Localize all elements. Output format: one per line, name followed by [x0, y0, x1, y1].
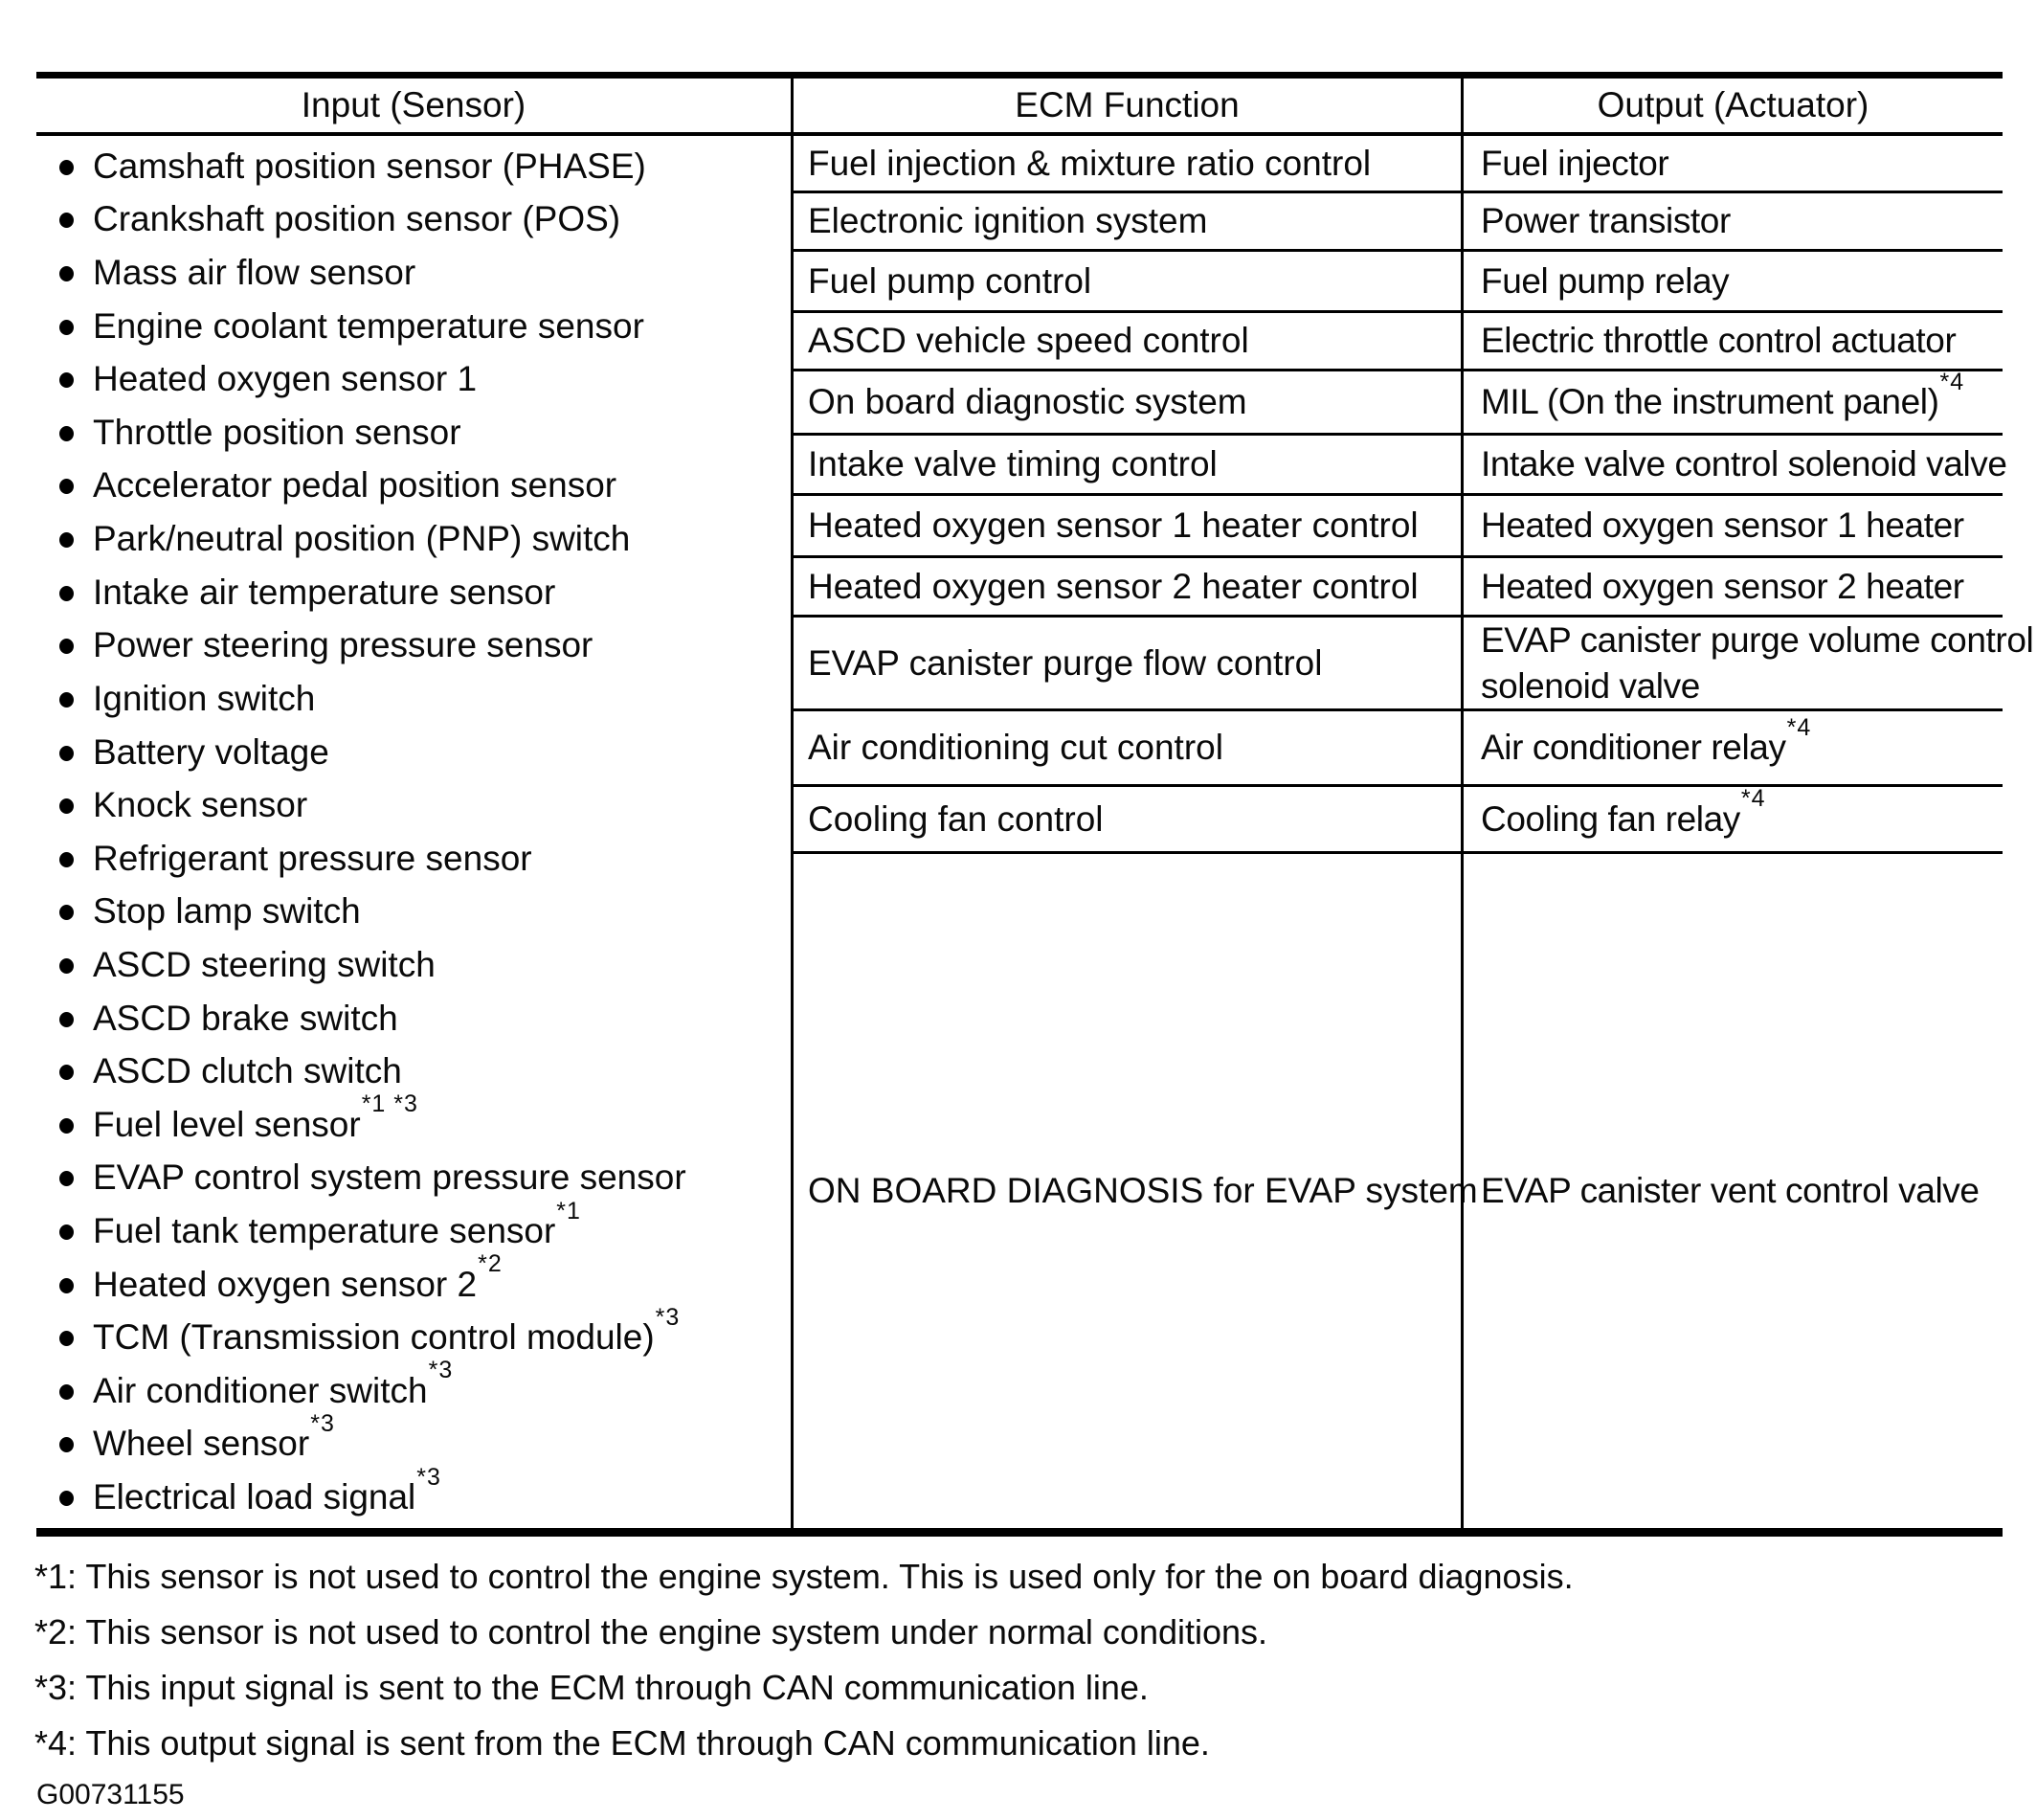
ecm-function-cell: EVAP canister purge flow control	[791, 618, 1461, 708]
bullet-icon	[59, 1225, 74, 1240]
bullet-icon	[59, 1331, 74, 1346]
list-item	[36, 460, 791, 513]
ecm-function-cell: Cooling fan control	[791, 787, 1461, 851]
list-item	[36, 938, 791, 992]
bullet-icon	[59, 905, 74, 920]
col-header-ecm-function: ECM Function	[791, 79, 1461, 132]
list-item	[36, 300, 791, 353]
footnote: *1: This sensor is not used to control the engine system. This is used only for the on board diagnosis.	[34, 1557, 1574, 1596]
table-row	[791, 436, 2007, 496]
list-item	[36, 1463, 791, 1524]
table-header-row	[36, 79, 2003, 136]
footnotes	[34, 1549, 1574, 1771]
list-item-label: Electrical load signal$^{*3}$	[93, 1463, 441, 1517]
bullet-icon	[59, 692, 74, 708]
bullet-icon	[59, 426, 74, 441]
output-actuator-cell: Air conditioner relay$^{*4}$	[1461, 711, 2003, 784]
list-item	[36, 1090, 791, 1152]
list-item	[36, 246, 791, 300]
list-item-label: ASCD clutch switch	[93, 1051, 402, 1091]
list-item-label: Power steering pressure sensor	[93, 625, 593, 665]
list-item	[36, 726, 791, 779]
bullet-icon	[59, 1437, 74, 1452]
list-item-label: Refrigerant pressure sensor	[93, 838, 532, 878]
bullet-icon	[59, 320, 74, 335]
table-row	[791, 711, 2003, 787]
ecm-function-cell: Fuel injection & mixture ratio control	[791, 136, 1461, 191]
table-row	[791, 313, 2003, 371]
output-actuator-cell: Intake valve control solenoid valve	[1461, 436, 2003, 493]
table-row	[791, 787, 2003, 854]
list-item-label: Throttle position sensor	[93, 412, 461, 452]
ecm-io-table	[36, 72, 2034, 1537]
ecm-function-cell: On board diagnostic system	[791, 371, 1461, 433]
list-item	[36, 193, 791, 247]
table-row	[791, 558, 2003, 618]
output-actuator-cell: Power transistor	[1461, 193, 2003, 249]
bullet-icon	[59, 1118, 74, 1134]
bullet-icon	[59, 958, 74, 974]
output-actuator-cell: Heated oxygen sensor 2 heater	[1461, 558, 2003, 615]
bullet-icon	[59, 1278, 74, 1293]
list-item	[36, 618, 791, 672]
col-header-output: Output (Actuator)	[1461, 79, 2003, 132]
list-item-label: Camshaft position sensor (PHASE)	[93, 146, 646, 186]
table-row	[791, 252, 2003, 313]
list-item	[36, 1357, 791, 1418]
list-item	[36, 778, 791, 832]
function-output-rows	[791, 136, 2034, 1528]
list-item-label: Stop lamp switch	[93, 891, 361, 932]
bullet-icon	[59, 160, 74, 175]
list-item	[36, 832, 791, 886]
list-item	[36, 1410, 791, 1472]
output-actuator-cell: Electric throttle control actuator	[1461, 313, 2003, 369]
footnote: *3: This input signal is sent to the ECM through CAN communication line.	[34, 1668, 1149, 1707]
table-row	[791, 854, 2003, 1528]
list-item-label: Park/neutral position (PNP) switch	[93, 519, 631, 559]
list-item	[36, 1303, 791, 1364]
bullet-icon	[59, 639, 74, 654]
output-actuator-cell: EVAP canister vent control valve	[1461, 854, 2003, 1528]
list-item-label: Ignition switch	[93, 678, 316, 718]
input-sensor-list	[36, 136, 791, 1528]
output-actuator-cell: Heated oxygen sensor 1 heater	[1461, 496, 2003, 555]
bullet-icon	[59, 213, 74, 228]
table-body	[36, 136, 2034, 1528]
list-item-label: TCM (Transmission control module)$^{*3}$	[93, 1303, 681, 1358]
list-item-label: ASCD brake switch	[93, 998, 398, 1038]
bullet-icon	[59, 586, 74, 601]
output-actuator-cell: Cooling fan relay$^{*4}$	[1461, 787, 2003, 851]
ecm-function-cell: Air conditioning cut control	[791, 711, 1461, 784]
footnote: *2: This sensor is not used to control the engine system under normal conditions.	[34, 1612, 1268, 1651]
bullet-icon	[59, 1491, 74, 1506]
bullet-icon	[59, 1171, 74, 1186]
list-item-label: ASCD steering switch	[93, 944, 436, 984]
list-item	[36, 140, 791, 193]
bullet-icon	[59, 852, 74, 867]
bullet-icon	[59, 1012, 74, 1027]
table-row	[791, 368, 2003, 436]
list-item	[36, 352, 791, 406]
list-item-label: Air conditioner switch$^{*3}$	[93, 1357, 454, 1410]
ecm-function-cell: Heated oxygen sensor 2 heater control	[791, 558, 1461, 615]
list-item-label: Wheel sensor$^{*3}$	[93, 1410, 335, 1464]
list-item-label: Mass air flow sensor	[93, 253, 416, 293]
bullet-icon	[59, 746, 74, 761]
table-row	[791, 618, 2034, 711]
list-item-label: Heated oxygen sensor 1	[93, 359, 478, 399]
ecm-function-cell: Electronic ignition system	[791, 193, 1461, 249]
bullet-icon	[59, 798, 74, 814]
list-item-label: Fuel tank temperature sensor$^{*1}$	[93, 1197, 581, 1250]
ecm-function-cell: ASCD vehicle speed control	[791, 313, 1461, 369]
list-item-label: Crankshaft position sensor (POS)	[93, 199, 621, 239]
list-item	[36, 886, 791, 939]
list-item-label: Engine coolant temperature sensor	[93, 305, 644, 346]
ecm-function-cell: Heated oxygen sensor 1 heater control	[791, 496, 1461, 555]
output-actuator-cell: Fuel pump relay	[1461, 252, 2003, 310]
list-item-label: Intake air temperature sensor	[93, 572, 556, 612]
list-item	[36, 512, 791, 566]
list-item	[36, 406, 791, 460]
bullet-icon	[59, 266, 74, 281]
list-item-label: Fuel level sensor$^{*1 *3}$	[93, 1090, 418, 1144]
list-item	[36, 1197, 791, 1258]
col-header-input: Input (Sensor)	[301, 85, 526, 124]
list-item	[36, 566, 791, 619]
list-item-label: Accelerator pedal position sensor	[93, 465, 617, 506]
bullet-icon	[59, 1384, 74, 1400]
list-item-label: Knock sensor	[93, 785, 308, 825]
table-row	[791, 136, 2003, 193]
ecm-function-cell: ON BOARD DIAGNOSIS for EVAP system	[791, 854, 1461, 1528]
table-row	[791, 496, 2003, 558]
list-item-label: Heated oxygen sensor 2$^{*2}$	[93, 1250, 503, 1304]
bullet-icon	[59, 532, 74, 548]
list-item	[36, 992, 791, 1045]
list-item-label: EVAP control system pressure sensor	[93, 1157, 686, 1198]
bullet-icon	[59, 479, 74, 494]
list-item	[36, 1152, 791, 1205]
output-actuator-cell: Fuel injector	[1461, 136, 2003, 191]
ecm-function-cell: Intake valve timing control	[791, 436, 1461, 493]
list-item-label: Battery voltage	[93, 731, 329, 772]
bullet-icon	[59, 1065, 74, 1080]
figure-id: G00731155	[36, 1779, 185, 1810]
output-actuator-cell: MIL (On the instrument panel)$^{*4}$	[1461, 371, 2003, 433]
output-actuator-cell-line2: solenoid valve	[1481, 665, 1700, 706]
footnote: *4: This output signal is sent from the ECM through CAN communication line.	[34, 1723, 1210, 1763]
list-item	[36, 672, 791, 726]
table-row	[791, 193, 2003, 252]
output-actuator-cell: EVAP canister purge volume control solenoid valve	[1461, 618, 2003, 708]
bullet-icon	[59, 372, 74, 388]
ecm-function-cell: Fuel pump control	[791, 252, 1461, 310]
